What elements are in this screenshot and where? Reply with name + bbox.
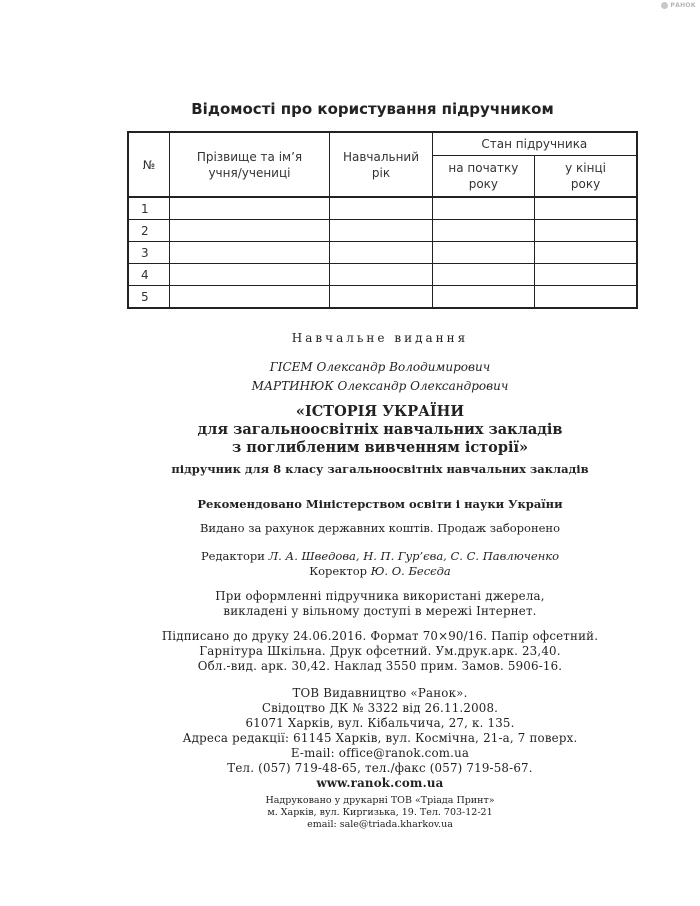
cell-end	[535, 286, 637, 309]
header-number: №	[128, 132, 169, 197]
cell-end	[535, 220, 637, 242]
book-title: «ІСТОРІЯ УКРАЇНИ для загальноосвітніх навчальних закладів з поглибленим вивченням історії»	[197, 403, 563, 456]
row-number: 1	[128, 197, 169, 220]
header-condition-end: у кінці року	[535, 156, 637, 198]
cell-start	[432, 264, 534, 286]
ministry-recommendation: Рекомендовано Міністерством освіти і науки України	[197, 497, 563, 511]
cell-name	[169, 220, 330, 242]
usage-table-title: Відомості про користування підручником	[191, 100, 554, 118]
cell-year	[330, 264, 432, 286]
table-row	[128, 197, 637, 220]
funding-note: Видано за рахунок державних коштів. Продаж заборонено	[199, 521, 561, 535]
book-subtitle: підручник для 8 класу загальноосвітніх навчальних закладів	[171, 462, 589, 476]
publisher-info: ТОВ Видавництво «Ранок». Свідоцтво ДК № 3322 від 26.11.2008. 61071 Харків, вул. Кібальчича, 27, к. 135. Адреса редакції: 61145 Харків, вул. Космічна, 21-а, 7 поверх. E-mail: office@ranok.com.ua Тел. (057) 719-48-65, тел./факс (057) 719-58-67. www.ranok.com.ua	[0, 686, 700, 791]
authors-block	[0, 358, 700, 396]
table-row	[128, 220, 637, 242]
table-row	[128, 286, 637, 309]
header-student-name: Прізвище та ім’я учня/учениці	[169, 132, 330, 197]
logo-text: РАНОК	[670, 2, 696, 9]
publisher-logo	[661, 2, 696, 9]
cell-end	[535, 197, 637, 220]
cell-year	[330, 197, 432, 220]
table-row	[128, 264, 637, 286]
row-number: 3	[128, 242, 169, 264]
cell-name	[169, 286, 330, 309]
cell-name	[169, 242, 330, 264]
cell-name	[169, 197, 330, 220]
editors-block	[0, 549, 700, 579]
print-details: Підписано до друку 24.06.2016. Формат 70×90/16. Папір офсетний. Гарнітура Шкільна. Друк офсетний. Ум.друк.арк. 23,40. Обл.-вид. арк. 30,42. Наклад 3550 прим. Замов. 5906-16.	[161, 629, 599, 673]
cell-year	[330, 242, 432, 264]
header-textbook-condition: Стан підручника	[432, 132, 637, 156]
sources-note: При оформленні підручника використані джерела, викладені у вільному доступі в мережі Інтернет.	[215, 589, 545, 618]
table-row	[128, 242, 637, 264]
cell-start	[432, 242, 534, 264]
row-number: 5	[128, 286, 169, 309]
author-2: МАРТИНЮК Олександр Олександрович	[251, 379, 509, 393]
cell-year	[330, 220, 432, 242]
cell-end	[535, 242, 637, 264]
publisher-website: www.ranok.com.ua	[316, 776, 444, 790]
textbook-usage-table	[127, 131, 638, 309]
ranok-logo-icon	[661, 2, 668, 9]
row-number: 2	[128, 220, 169, 242]
cell-start	[432, 286, 534, 309]
edition-type: Навчальне видання	[291, 331, 469, 345]
header-school-year: Навчальний рік	[330, 132, 432, 197]
publisher-email: E-mail: office@ranok.com.ua	[290, 746, 470, 760]
cell-start	[432, 197, 534, 220]
cell-start	[432, 220, 534, 242]
header-condition-start: на початку року	[432, 156, 534, 198]
printer-info: Надруковано у друкарні ТОВ «Тріада Принт» м. Харків, вул. Киргизька, 19. Тел. 703-12-21 email: sale@triada.kharkov.ua	[0, 795, 700, 831]
row-number: 4	[128, 264, 169, 286]
cell-name	[169, 264, 330, 286]
author-1: ГІСЕМ Олександр Володимирович	[269, 360, 491, 374]
cell-end	[535, 264, 637, 286]
editors-line: Редактори Л. А. Шведова, Н. П. Гур’єва, С. С. Павлюченко	[200, 549, 560, 563]
corrector-line: Коректор Ю. О. Бесєда	[309, 564, 451, 578]
cell-year	[330, 286, 432, 309]
printer-email: email: sale@triada.kharkov.ua	[307, 819, 453, 830]
